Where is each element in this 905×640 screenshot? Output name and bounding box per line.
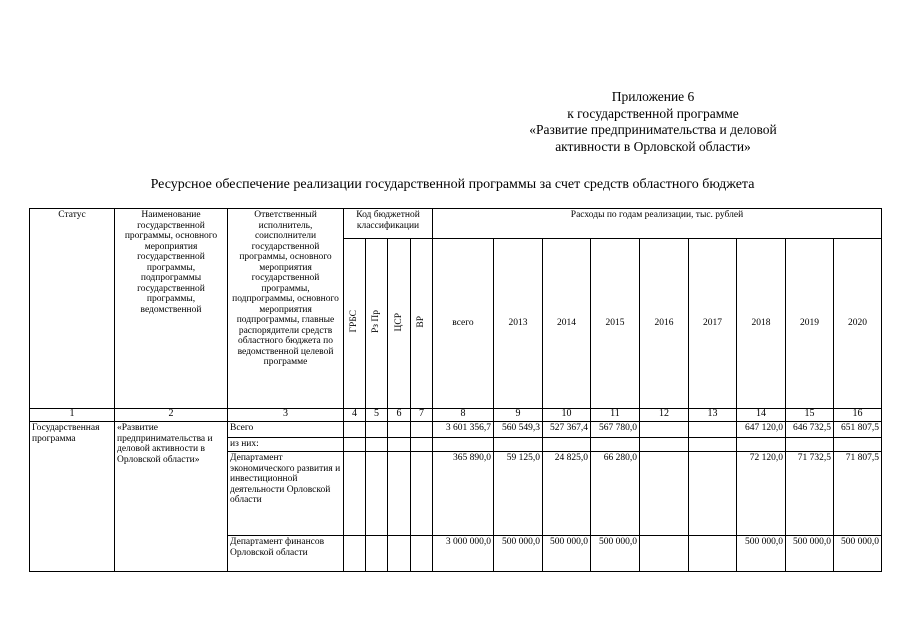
document-title: Ресурсное обеспечение реализации государственной программы за счет средств областного бюджета — [150, 177, 755, 192]
value-cell — [494, 438, 543, 452]
col-number: 1 — [30, 409, 115, 422]
table-row — [30, 422, 882, 438]
header-code-vr — [411, 239, 433, 409]
header-year: 2015 — [591, 239, 640, 409]
value-cell: 500 000,0 — [737, 536, 786, 572]
row-label: Всего — [228, 422, 344, 438]
value-cell: 24 825,0 — [543, 452, 591, 536]
value-cell: 500 000,0 — [591, 536, 640, 572]
value-cell: 3 000 000,0 — [433, 536, 494, 572]
column-number-row — [30, 409, 882, 422]
code-cell — [388, 422, 411, 438]
appendix-heading — [473, 89, 833, 155]
header-code-grbs — [344, 239, 366, 409]
code-cell — [366, 438, 388, 452]
code-label: ГРБС — [349, 310, 360, 333]
header-year: 2016 — [640, 239, 689, 409]
header-year: 2019 — [786, 239, 834, 409]
value-cell — [689, 422, 737, 438]
code-cell — [411, 452, 433, 536]
row-label: Департамент финансов Орловской области — [228, 536, 344, 572]
col-number: 2 — [115, 409, 228, 422]
code-cell — [344, 422, 366, 438]
code-label: Рз Пр — [371, 310, 382, 334]
code-cell — [344, 438, 366, 452]
col-number: 8 — [433, 409, 494, 422]
header-expenses: Расходы по годам реализации, тыс. рублей — [433, 209, 882, 239]
header-responsible: Ответственный исполнитель, соисполнители государственной программы, основного мероприятия государственной программы, подпрограммы, основного мероприятия подпрограммы, главные распорядители средств областного бюджета по ведомственной целевой программе — [228, 209, 344, 409]
header-year: 2013 — [494, 239, 543, 409]
row-label: из них: — [228, 438, 344, 452]
value-cell: 66 280,0 — [591, 452, 640, 536]
code-cell — [366, 452, 388, 536]
col-number: 15 — [786, 409, 834, 422]
value-cell — [640, 452, 689, 536]
appendix-line: Приложение 6 — [611, 89, 695, 104]
value-cell — [640, 536, 689, 572]
value-cell: 646 732,5 — [786, 422, 834, 438]
header-year: 2018 — [737, 239, 786, 409]
value-cell: 567 780,0 — [591, 422, 640, 438]
program-name: «Развитие предпринимательства и деловой активности в Орловской области» — [115, 422, 228, 572]
code-cell — [411, 422, 433, 438]
header-status: Статус — [30, 209, 115, 409]
value-cell — [640, 438, 689, 452]
value-cell: 59 125,0 — [494, 452, 543, 536]
value-cell: 647 120,0 — [737, 422, 786, 438]
code-cell — [344, 536, 366, 572]
col-number: 9 — [494, 409, 543, 422]
value-cell — [689, 452, 737, 536]
code-cell — [411, 536, 433, 572]
header-name: Наименование государственной программы, основного мероприятия государственной программы, подпрограммы государственной программы, ведомственной — [115, 209, 228, 409]
header-code-csr — [388, 239, 411, 409]
value-cell: 71 807,5 — [834, 452, 882, 536]
col-number: 16 — [834, 409, 882, 422]
value-cell — [834, 438, 882, 452]
row-label: Департамент экономического развития и инвестиционной деятельности Орловской области — [228, 452, 344, 536]
header-year: 2020 — [834, 239, 882, 409]
col-number: 14 — [737, 409, 786, 422]
program-status: Государственная программа — [30, 422, 115, 572]
code-cell — [344, 452, 366, 536]
value-cell: 365 890,0 — [433, 452, 494, 536]
code-cell — [388, 438, 411, 452]
value-cell — [433, 438, 494, 452]
appendix-line: к государственной программе — [567, 105, 739, 121]
value-cell: 72 120,0 — [737, 452, 786, 536]
col-number: 11 — [591, 409, 640, 422]
header-year: 2014 — [543, 239, 591, 409]
code-cell — [366, 536, 388, 572]
value-cell: 500 000,0 — [494, 536, 543, 572]
col-number: 4 — [344, 409, 366, 422]
col-number: 3 — [228, 409, 344, 422]
header-code-rzpr — [366, 239, 388, 409]
value-cell: 527 367,4 — [543, 422, 591, 438]
code-cell — [366, 422, 388, 438]
header-budget-code: Код бюджетной классификации — [344, 209, 433, 239]
value-cell — [689, 536, 737, 572]
value-cell: 500 000,0 — [543, 536, 591, 572]
value-cell — [543, 438, 591, 452]
value-cell: 3 601 356,7 — [433, 422, 494, 438]
value-cell: 71 732,5 — [786, 452, 834, 536]
code-cell — [411, 438, 433, 452]
col-number: 10 — [543, 409, 591, 422]
value-cell — [786, 438, 834, 452]
value-cell: 500 000,0 — [834, 536, 882, 572]
header-year: 2017 — [689, 239, 737, 409]
resource-table — [29, 208, 882, 572]
value-cell — [640, 422, 689, 438]
code-label: ЦСР — [393, 312, 404, 331]
appendix-line: активности в Орловской области» — [555, 138, 751, 154]
code-cell — [388, 452, 411, 536]
appendix-line: «Развитие предпринимательства и деловой — [529, 122, 777, 137]
col-number: 13 — [689, 409, 737, 422]
col-number: 5 — [366, 409, 388, 422]
value-cell — [591, 438, 640, 452]
col-number: 6 — [388, 409, 411, 422]
value-cell — [689, 438, 737, 452]
value-cell: 560 549,3 — [494, 422, 543, 438]
col-number: 12 — [640, 409, 689, 422]
col-number: 7 — [411, 409, 433, 422]
code-label: ВР — [416, 315, 427, 328]
code-cell — [388, 536, 411, 572]
value-cell: 500 000,0 — [786, 536, 834, 572]
header-year: всего — [433, 239, 494, 409]
value-cell — [737, 438, 786, 452]
value-cell: 651 807,5 — [834, 422, 882, 438]
